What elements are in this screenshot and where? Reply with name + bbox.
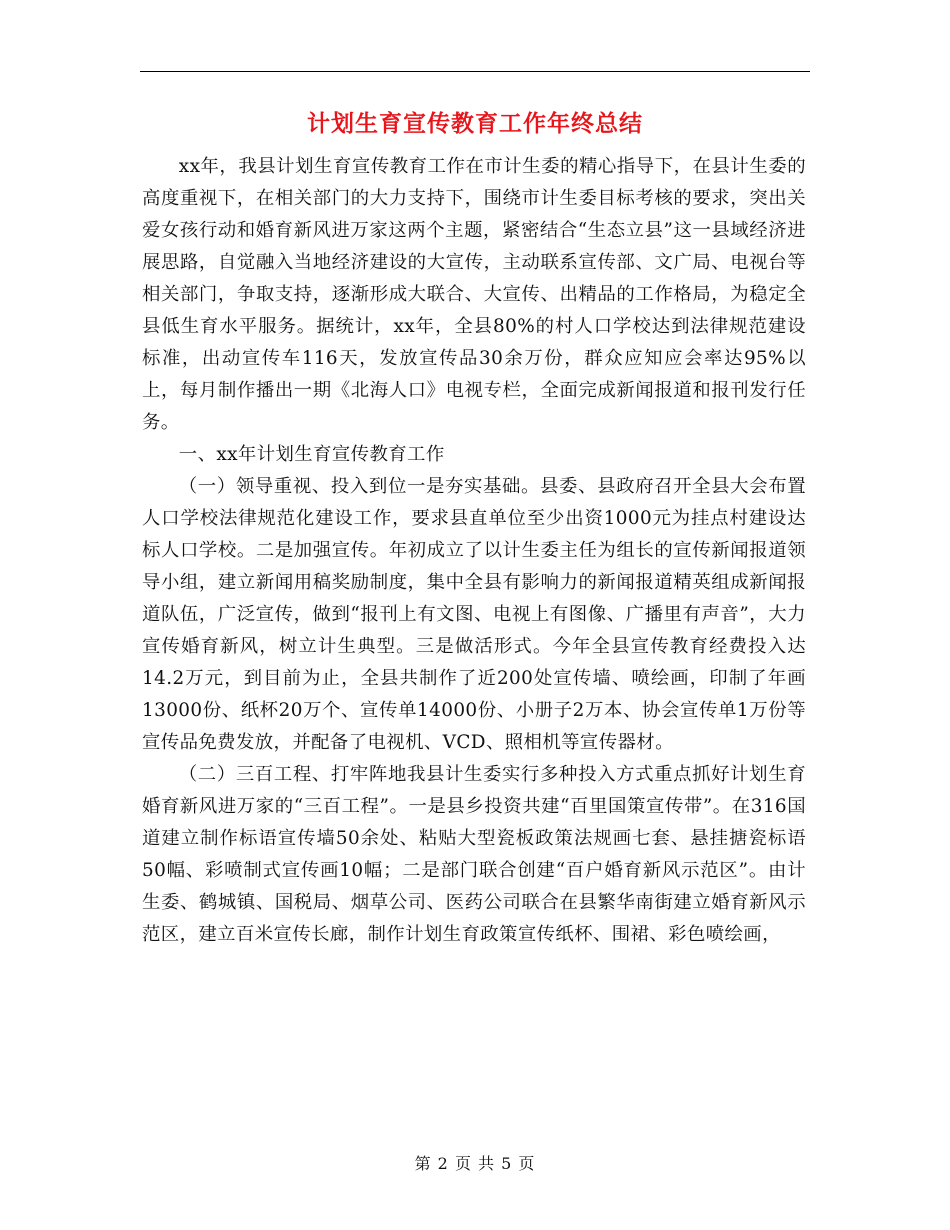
paragraph-section-1: （一）领导重视、投入到位一是夯实基础。县委、县政府召开全县大会布置人口学校法律规范化建设工作，要求县直单位至少出资1000元为挂点村建设达标人口学校。二是加强宣传。年初成立了以计生委主任为组长的宣传新闻报道领导小组，建立新闻用稿奖励制度，集中全县有影响力的新闻报道精英组成新闻报道队伍，广泛宣传，做到“报刊上有文图、电视上有图像、广播里有声音”，大力宣传婚育新风，树立计生典型。三是做活形式。今年全县宣传教育经费投入达14.2万元，到目前为止，全县共制作了近200处宣传墙、喷绘画，印制了年画13000份、纸杯20万个、宣传单14000份、小册子2万本、协会宣传单1万份等宣传品免费发放，并配备了电视机、VCD、照相机等宣传器材。 [142,476,806,753]
document-body [142,151,806,951]
document-title: 计划生育宣传教育工作年终总结 [307,110,643,137]
paragraph-section-2: （二）三百工程、打牢阵地我县计生委实行多种投入方式重点抓好计划生育婚育新风进万家的“三百工程”。一是县乡投资共建“百里国策宣传带”。在316国道建立制作标语宣传墙50余处、粘贴大型瓷板政策法规画七套、悬挂搪瓷标语50幅、彩喷制式宣传画10幅；二是部门联合创建“百户婚育新风示范区”。由计生委、鹤城镇、国税局、烟草公司、医药公司联合在县繁华南街建立婚育新风示范区，建立百米宣传长廊，制作计划生育政策宣传纸杯、围裙、彩色喷绘画， [142,764,806,945]
header-rule [140,71,810,72]
section-heading: 一、xx年计划生育宣传教育工作 [178,444,445,465]
paragraph-intro: xx年，我县计划生育宣传教育工作在市计生委的精心指导下，在县计生委的高度重视下，在相关部门的大力支持下，围绕市计生委目标考核的要求，突出关爱女孩行动和婚育新风进万家这两个主题，紧密结合“生态立县”这一县域经济进展思路，自觉融入当地经济建设的大宣传，主动联系宣传部、文广局、电视台等相关部门，争取支持，逐渐形成大联合、大宣传、出精品的工作格局，为稳定全县低生育水平服务。据统计，xx年，全县80%的村人口学校达到法律规范建设标准，出动宣传车116天，发放宣传品30余万份，群众应知应会率达95%以上，每月制作播出一期《北海人口》电视专栏，全面完成新闻报道和报刊发行任务。 [142,156,806,433]
page-number-footer: 第 2 页 共 5 页 [414,1154,536,1173]
